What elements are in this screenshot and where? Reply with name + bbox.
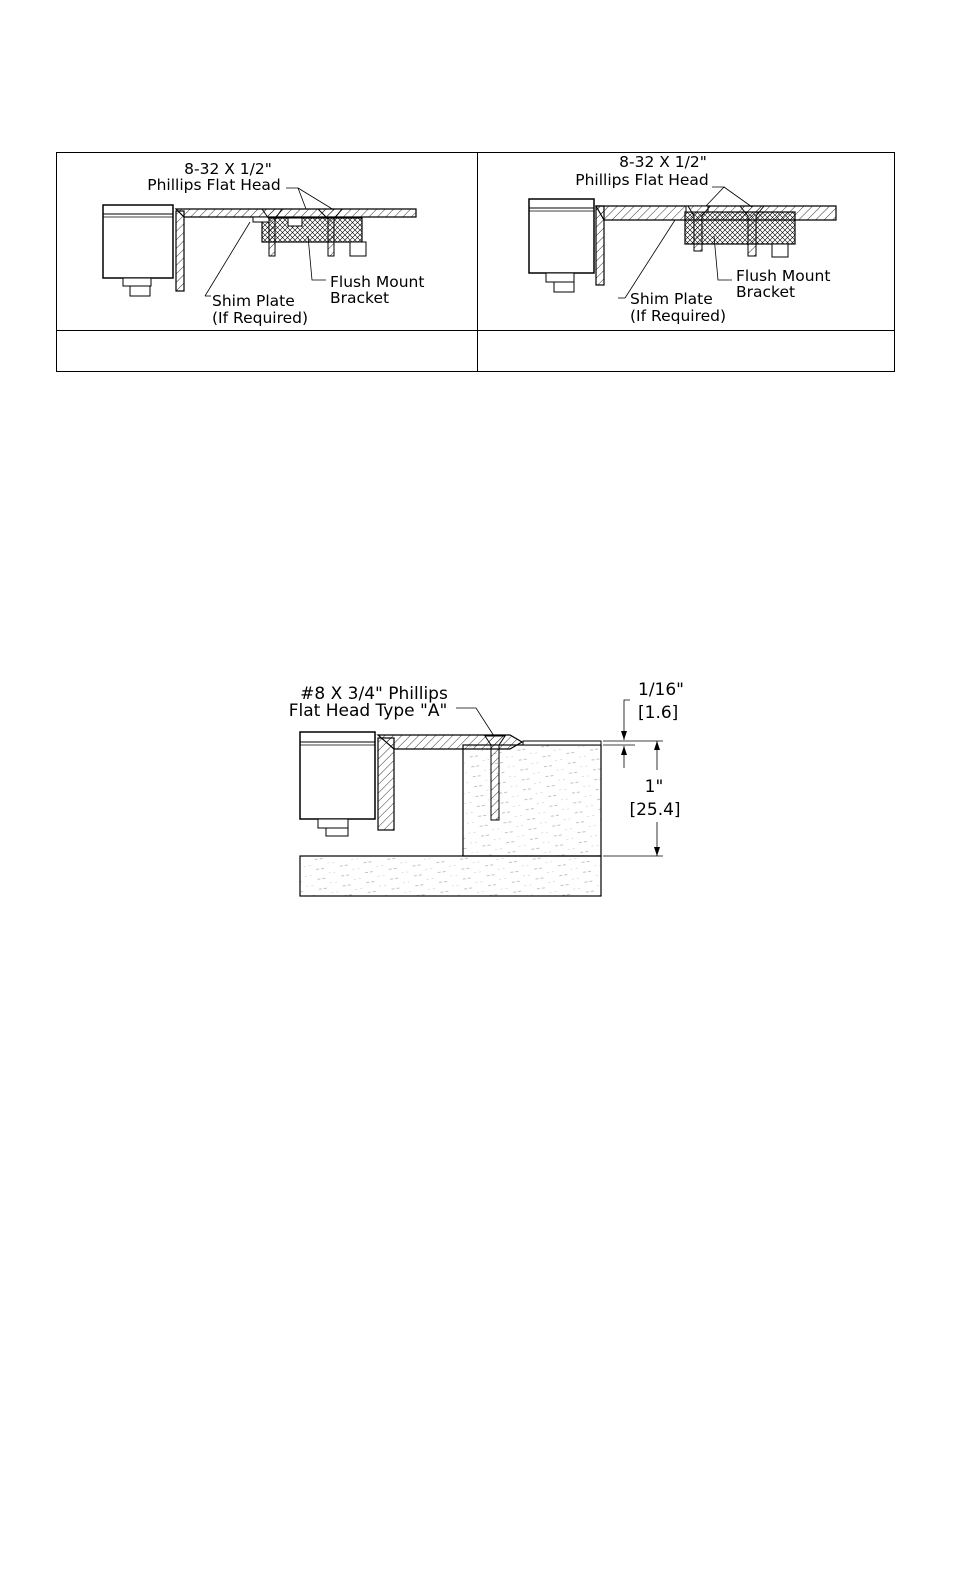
- right-screw-label-line1: 8-32 X 1/2": [619, 153, 707, 171]
- left-detail-labels: [147, 160, 424, 327]
- left-shim-label-line2: (If Required): [212, 309, 309, 327]
- right-bracket-label-line1: Flush Mount: [736, 267, 831, 285]
- bottom-screw-label-line1: #8 X 3/4" Phillips: [300, 684, 448, 704]
- dim-25-4-mm: [25.4]: [629, 800, 681, 820]
- right-bracket-label-line2: Bracket: [736, 283, 796, 301]
- dim-1-16-inch: 1/16": [638, 680, 684, 700]
- left-screw-label-line1: 8-32 X 1/2": [184, 160, 272, 178]
- left-shim-label-line1: Shim Plate: [212, 292, 295, 310]
- left-bracket-label-line1: Flush Mount: [330, 273, 425, 291]
- bottom-detail-drawing: [300, 700, 663, 896]
- bottom-screw-label-line2: Flat Head Type "A": [288, 701, 448, 721]
- dim-1-6-mm: [1.6]: [638, 703, 679, 723]
- right-shim-label-line2: (If Required): [630, 307, 727, 325]
- right-screw-label-line2: Phillips Flat Head: [575, 171, 709, 189]
- dim-1-inch: 1": [644, 777, 664, 797]
- left-bracket-label-line2: Bracket: [330, 289, 390, 307]
- left-screw-label-line2: Phillips Flat Head: [147, 176, 281, 194]
- right-shim-label-line1: Shim Plate: [630, 290, 713, 308]
